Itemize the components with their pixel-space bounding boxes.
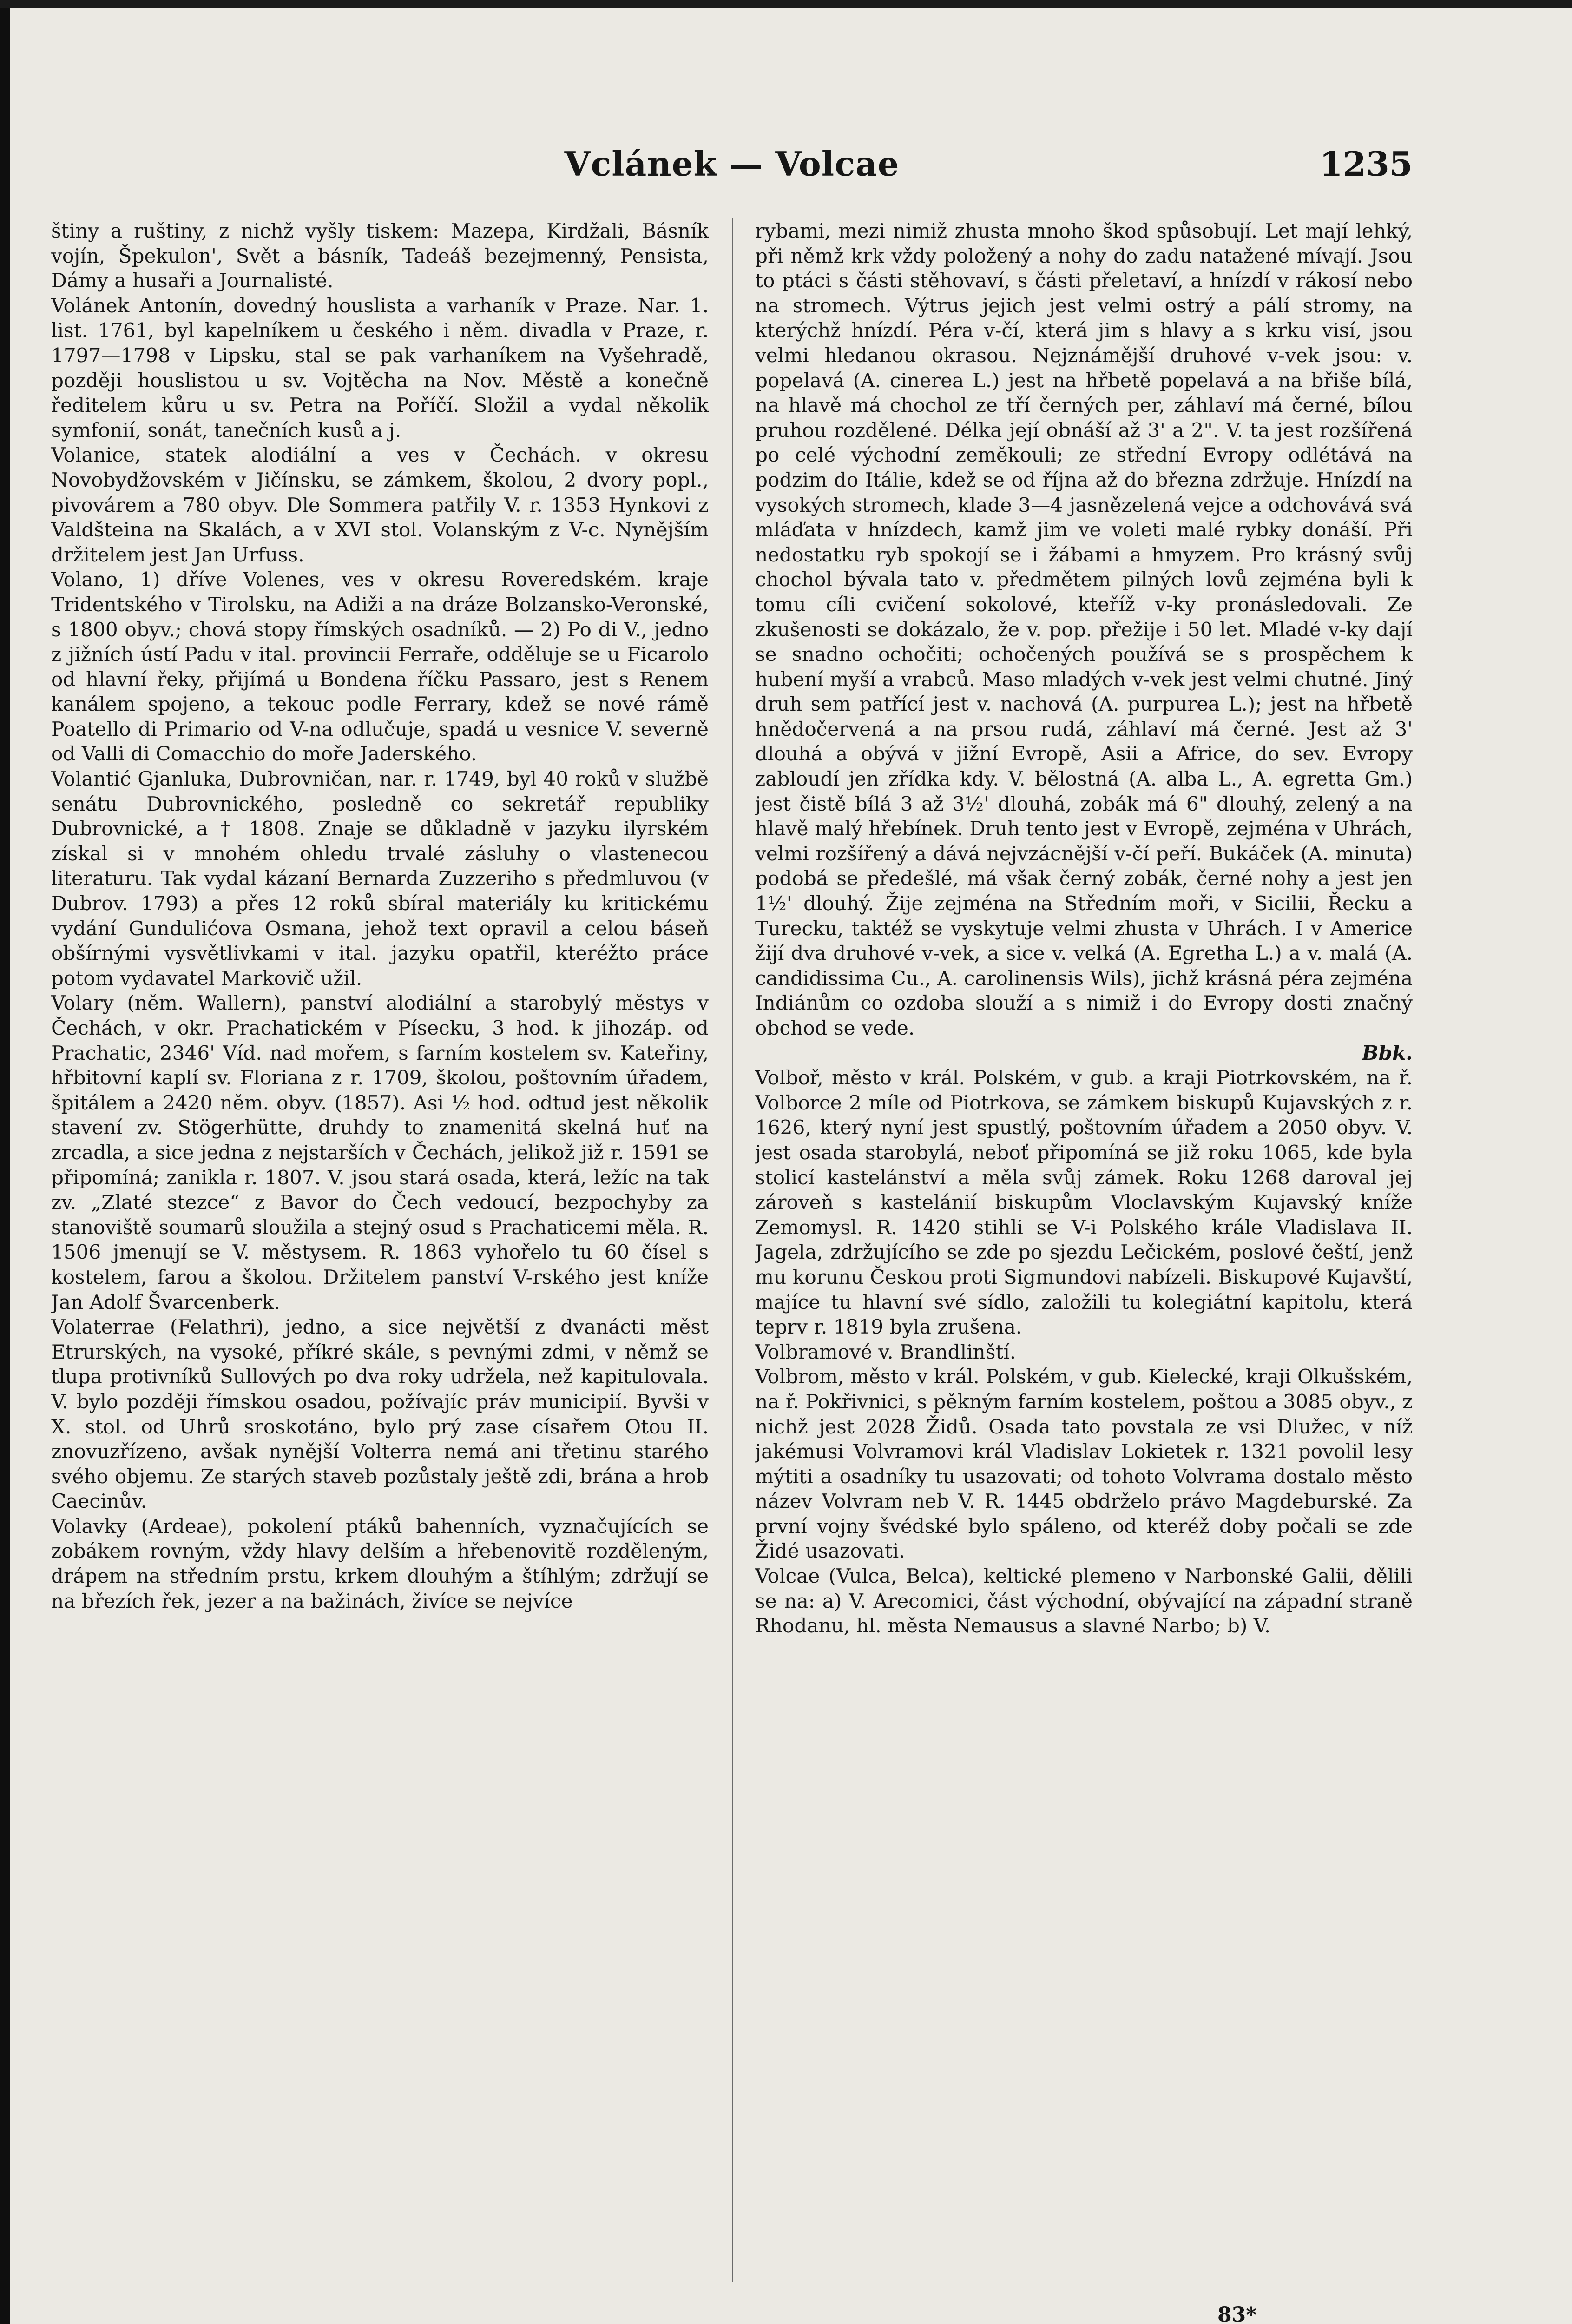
entry-volbrom: Volbrom, město v král. Polském, v gub. Kielecké, kraji Olkušském, na ř. Pokřivnici, s pěkným farním kostelem, poštou a 3085 obyv., z nichž jest 2028 Židů. Osada tato povstala ze vsi Dlužec, v níž jakémusi Volvramovi král Vladislav Lokietek r. 1321 povolil lesy mýtiti a osadníky tu usazovati; od tohoto Volvrama dostalo město název Volvram neb V. R. 1445 obdrželo právo Magdeburské. Za první vojny švédské bylo spáleno, od kteréž doby počali se zde Židé usazovati. xyxy=(755,1365,1413,1563)
column-divider xyxy=(732,218,733,2282)
dictionary-page xyxy=(51,139,1413,2324)
entry-volano: Volano, 1) dříve Volenes, ves v okresu Roveredském. kraje Tridentského v Tirolsku, na Adiži a na dráze Bolzansko-Veronské, s 1800 obyv.; chová stopy římských osadníků. — 2) Po di V., jedno z jižních ústí Padu v ital. provincii Ferraře, odděluje se u Ficarolo od hlavní řeky, přijímá u Bondena říčku Passaro, jest s Renem kanálem spojeno, a tekouc podle Ferrary, kdež se nové rámě Poatello di Primario od V-na odlučuje, spadá u vesnice V. severně od Valli di Comacchio do moře Jaderského. xyxy=(51,568,709,766)
scan-border-top xyxy=(0,0,1572,8)
entry-volanice: Volanice, statek alodiální a ves v Čechách. v okresu Novobydžovském v Jičínsku, se zámkem, školou, 2 dvory popl., pivovárem a 780 obyv. Dle Sommera patřily V. r. 1353 Hynkovi z Valdšteina na Skalách, a v XVI stol. Volanským z V-c. Nynějším držitelem jest Jan Urfuss. xyxy=(51,443,709,566)
entry-volary: Volary (něm. Wallern), panství alodiální a starobylý městys v Čechách, v okr. Prachatickém v Písecku, 3 hod. k jihozáp. od Prachatic, 2346' Víd. nad mořem, s farním kostelem sv. Kateřiny, hřbitovní kaplí sv. Floriana z r. 1709, školou, poštovním úřadem, špitálem a 2420 něm. obyv. (1857). Asi ½ hod. odtud jest několik stavení zv. Stögerhütte, druhdy to znamenitá skelná huť na zrcadla, a sice jedna z nejstarších v Čechách, jelikož již r. 1591 se připomíná; zanikla r. 1807. V. jsou stará osada, která, ležíc na tak zv. „Zlaté stezce“ z Bavor do Čech vedoucí, bezpochyby za stanoviště soumarů sloužila a stejný osud s Prachaticemi měla. R. 1506 jmenují se V. městysem. R. 1863 vyhořelo tu 60 čísel s kostelem, farou a školou. Držitelem panství V-rského jest kníže Jan Adolf Švarcenberk. xyxy=(51,991,709,1314)
left-column xyxy=(51,218,709,2282)
author-signature: Bbk. xyxy=(1362,1041,1413,1064)
page-number: 1235 xyxy=(1319,144,1413,184)
entry-volaterrae: Volaterrae (Felathri), jedno, a sice největší z dvanácti měst Etrurských, na vysoké, příkré skále, s pevnými zdmi, v němž se tlupa protivníků Sullových po dva roky udržela, než kapitulovala. V. bylo později římskou osadou, požívajíc práv municipií. Byvši v X. stol. od Uhrů sroskotáno, bylo prý zase císařem Otou II. znovuzřízeno, avšak nynější Volterra nemá ani třetinu starého svého objemu. Ze starých staveb pozůstaly ještě zdi, brána a hrob Caecinův. xyxy=(51,1315,709,1513)
entry-volbor: Volboř, město v král. Polském, v gub. a kraji Piotrkovském, na ř. Volborce 2 míle od Piotrkova, se zámkem biskupů Kujavských z r. 1626, který nyní jest spustlý, poštovním úřadem a 2050 obyv. V. jest osada starobylá, neboť připomíná se již roku 1065, kde byla stolicí kastelánství a měla svůj zámek. Roku 1268 daroval jej zároveň s kastelánií biskupům Vloclavským Kujavský kníže Zemomysl. R. 1420 stihli se V-i Polského krále Vladislava II. Jagela, zdržujícího se zde po sjezdu Lečickém, poslové čeští, jenž mu korunu Českou proti Sigmundovi nabízeli. Biskupové Kujavští, majíce tu hlavní své sídlo, založili tu kolegiátní kapitolu, která teprv r. 1819 byla zrušena. xyxy=(755,1066,1413,1339)
page-header xyxy=(51,139,1413,209)
entry-volbramove: Volbramové v. Brandlinští. xyxy=(755,1340,1016,1363)
scan-border-left xyxy=(0,0,10,2324)
running-title: Vclánek — Volcae xyxy=(564,144,900,184)
entry-volcae: Volcae (Vulca, Belca), keltické plemeno v Narbonské Galii, dělili se na: a) V. Arecomici, část východní, obývající na západní straně Rhodanu, hl. města Nemausus a slavné Narbo; b) V. xyxy=(755,1565,1413,1637)
entry-volavky: Volavky (Ardeae), pokolení ptáků bahenních, vyznačujících se zobákem rovným, vždy hlavy delším a hřebenovitě rozděleným, drápem na středním prstu, krkem dlouhým a štíhlým; zdržují se na březích řek, jezer a na bažinách, živíce se nejvíce xyxy=(51,1514,709,1612)
entry-continuation: štiny a ruštiny, z nichž vyšly tiskem: Mazepa, Kirdžali, Básník vojín, Špekulon', Svět a básník, Tadeáš bezejmenný, Pensista, Dámy a husaři a Journalisté. xyxy=(51,219,709,292)
entry-volanek: Volánek Antonín, dovedný houslista a varhaník v Praze. Nar. 1. list. 1761, byl kapelníkem u českého i něm. divadla v Praze, r. 1797—1798 v Lipsku, stal se pak varhaníkem na Vyšehradě, později houslistou u sv. Vojtěcha na Nov. Městě a konečně ředitelem kůru u sv. Petra na Poříčí. Složil a vydal několik symfonií, sonát, tanečních kusů a j. xyxy=(51,294,709,442)
entry-volantic: Volantić Gjanluka, Dubrovničan, nar. r. 1749, byl 40 roků v službě senátu Dubrovnického, posledně co sekretář republiky Dubrovnické, a † 1808. Znaje se důkladně v jazyku ilyrském získal si v mnohém ohledu trvalé zásluhy o vlastenecou literaturu. Tak vydal kázaní Bernarda Zuzzeriho s předmluvou (v Dubrov. 1793) a přes 12 roků sbíral materiály ku kritickému vydání Gundulićova Osmana, jehož text opravil a celou báseň obšírnými vysvětlivkami v ital. jazyku opatřil, kteréžto práce potom vydavatel Markovič užil. xyxy=(51,767,709,990)
right-column xyxy=(755,218,1413,2282)
signature-mark: 83* xyxy=(1217,2303,1257,2324)
entry-volavky-continued: rybami, mezi nimiž zhusta mnoho škod spůsobují. Let mají lehký, při němž krk vždy položený a nohy do zadu natažené mívají. Jsou to ptáci s části stěhovaví, s části přeletaví, a hnízdí v rákosí nebo na stromech. Výtrus jejich jest velmi ostrý a pálí stromy, na kterýchž hnízdí. Péra v-čí, která jim s hlavy a s krku visí, jsou velmi hledanou okrasou. Nejznámější druhové v-vek jsou: v. popelavá (A. cinerea L.) jest na hřbetě popelavá a na břiše bílá, na hlavě má chochol ze tří černých per, záhlaví má černé, bílou pruhou rozdělené. Délka její obnáší až 3' a 2". V. ta jest rozšířená po celé východní zeměkouli; ze střední Evropy odlétává na podzim do Itálie, kdež se od října až do března zdržuje. Hnízdí na vysokých stromech, klade 3—4 jasnězelená vejce a odchovává svá mláďata v hnízdech, kamž jim ve voleti malé rybky donáší. Při nedostatku ryb spokojí se i žábami a hmyzem. Pro krásný svůj chochol bývala tato v. předmětem pilných lovů zejména byli k tomu cíli cvičení sokolové, kteříž v-ky pronásledovali. Ze zkušenosti se dokázalo, že v. pop. přežije i 50 let. Mladé v-ky dají se snadno ochočiti; ochočených používá se s prospěchem k hubení myší a vrabců. Maso mladých v-vek jest velmi chutné. Jiný druh sem patřící jest v. nachová (A. purpurea L.); jest na hřbetě hnědočervená a na prsou rudá, záhlaví má černé. Jest až 3' dlouhá a obývá v jižní Evropě, Asii a Africe, do sev. Evropy zabloudí jen zřídka kdy. V. bělostná (A. alba L., A. egretta Gm.) jest čistě bílá 3 až 3½' dlouhá, zobák má 6" dlouhý, zelený a na hlavě malý hřebínek. Druh tento jest v Evropě, zejména v Uhrách, velmi rozšířený a dává nejvzácnější v-čí peří. Bukáček (A. minuta) podobá se předešlé, má však černý zobák, černé nohy a jest jen 1½' dlouhý. Žije zejména na Středním moři, v Sicilii, Řecku a Turecku, taktéž se vyskytuje velmi zhusta v Uhrách. I v Americe žijí dva druhové v-vek, a sice v. velká (A. Egretha L.) a v. malá (A. candidissima Cu., A. carolinensis Wils), jichž krásná péra zejména Indiánům co ozdoba slouží a s nimiž i do Evropy dosti značný obchod se vede. xyxy=(755,219,1413,1039)
